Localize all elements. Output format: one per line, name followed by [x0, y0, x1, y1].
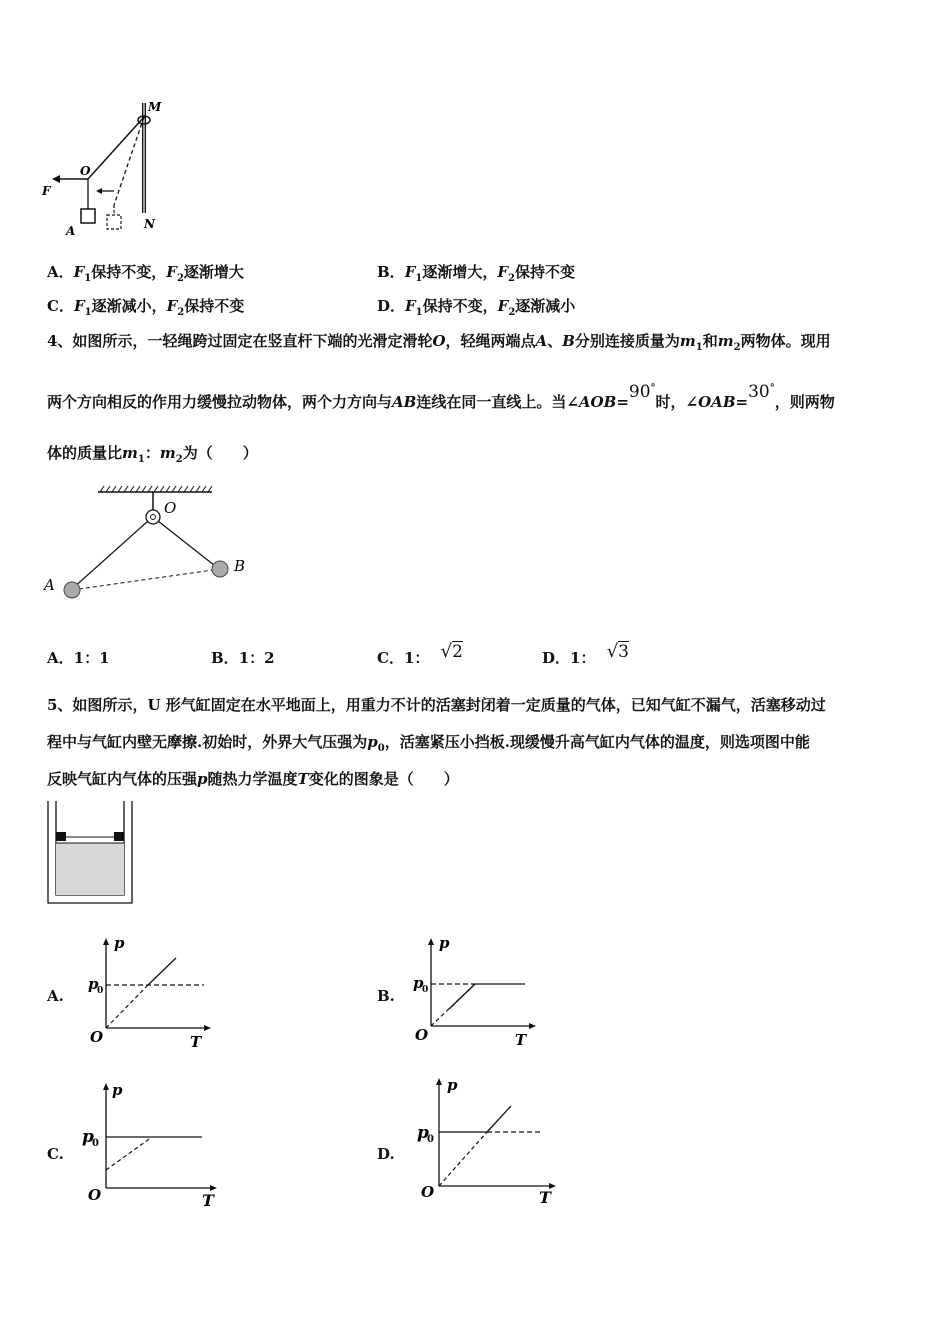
q4-line-1: 4、如图所示，一轻绳跨过固定在竖直杆下端的光滑定滑轮O，轻绳两端点A、B分别连接质量为$m_1$和$m_2$两物体。现用 [47, 332, 831, 353]
svg-text:p: p [417, 1123, 429, 1143]
svg-text:p: p [413, 974, 424, 992]
svg-text:p: p [439, 934, 450, 952]
q4-option-c[interactable]: C．1： √2 [377, 641, 463, 667]
q3-label-o: O [80, 164, 91, 178]
svg-text:O: O [90, 1028, 104, 1046]
q4-figure [40, 480, 270, 605]
q5-line-3: 反映气缸内气体的压强p随热力学温度T变化的图象是（ ） [47, 770, 459, 788]
svg-text:O: O [88, 1186, 102, 1204]
svg-text:0: 0 [422, 985, 429, 995]
svg-text:T: T [539, 1188, 551, 1207]
q3-option-d[interactable]: D．$F_1$保持不变，$F_2$逐渐减小 [377, 297, 576, 318]
q5-graph-b [405, 930, 545, 1055]
svg-text:0: 0 [97, 986, 104, 996]
svg-text:0: 0 [427, 1134, 434, 1145]
q5-graph-d [415, 1072, 565, 1212]
q5-line-1: 5、如图所示，U 形气缸固定在水平地面上，用重力不计的活塞封闭着一定质量的气体，已知气缸不漏气，活塞移动过 [47, 696, 826, 714]
q4-label-o: O [164, 499, 177, 517]
q5-cylinder-figure [44, 797, 136, 907]
svg-text:T: T [190, 1033, 202, 1051]
q3-option-b[interactable]: B．$F_1$逐渐增大，$F_2$保持不变 [377, 263, 575, 284]
q3-figure [40, 95, 180, 240]
svg-text:T: T [515, 1031, 527, 1049]
svg-text:O: O [415, 1026, 429, 1044]
svg-text:p: p [114, 934, 125, 952]
q5-graph-c [80, 1075, 220, 1215]
svg-text:p: p [447, 1076, 458, 1094]
q5-line-2: 程中与气缸内壁无摩擦.初始时，外界大气压强为$p_0$，活塞紧压小挡板.现缓慢升高气缸内气体的温度，则选项图中能 [47, 733, 810, 754]
q5-option-c[interactable]: C. [47, 1145, 64, 1163]
q3-label-f: F [42, 184, 51, 198]
q5-option-b[interactable]: B. [377, 987, 395, 1005]
q4-line-3: 体的质量比$m_1$：$m_2$为（ ） [47, 444, 258, 465]
sqrt-symbol: √ [606, 641, 619, 662]
q4-label-a: A [44, 576, 55, 594]
q4-label-b: B [234, 557, 246, 575]
svg-text:p: p [82, 1127, 94, 1147]
q4-option-d[interactable]: D．1： √3 [542, 641, 629, 667]
q3-label-m: M [148, 100, 162, 114]
q4-option-b[interactable]: B．1：2 [211, 649, 275, 667]
svg-text:O: O [421, 1183, 435, 1201]
svg-text:p: p [112, 1081, 123, 1099]
q3-label-a: A [66, 224, 76, 238]
q5-option-d[interactable]: D. [377, 1145, 395, 1163]
q3-option-c[interactable]: C．$F_1$逐渐减小，$F_2$保持不变 [47, 297, 245, 318]
q5-option-a[interactable]: A. [47, 987, 64, 1005]
svg-text:p: p [88, 975, 99, 993]
svg-text:T: T [202, 1191, 214, 1210]
q4-line-2: 两个方向相反的作用力缓慢拉动物体，两个力方向与AB连线在同一直线上。当∠AOB=90°时，∠OAB=30°，则两物 [47, 382, 835, 411]
q3-label-n: N [144, 217, 155, 231]
q5-graph-a [80, 930, 220, 1055]
q4-option-a[interactable]: A．1：1 [47, 649, 110, 667]
svg-text:0: 0 [92, 1138, 99, 1149]
sqrt-symbol: √ [440, 641, 453, 662]
q3-option-a[interactable]: A．$F_1$保持不变，$F_2$逐渐增大 [47, 263, 244, 284]
